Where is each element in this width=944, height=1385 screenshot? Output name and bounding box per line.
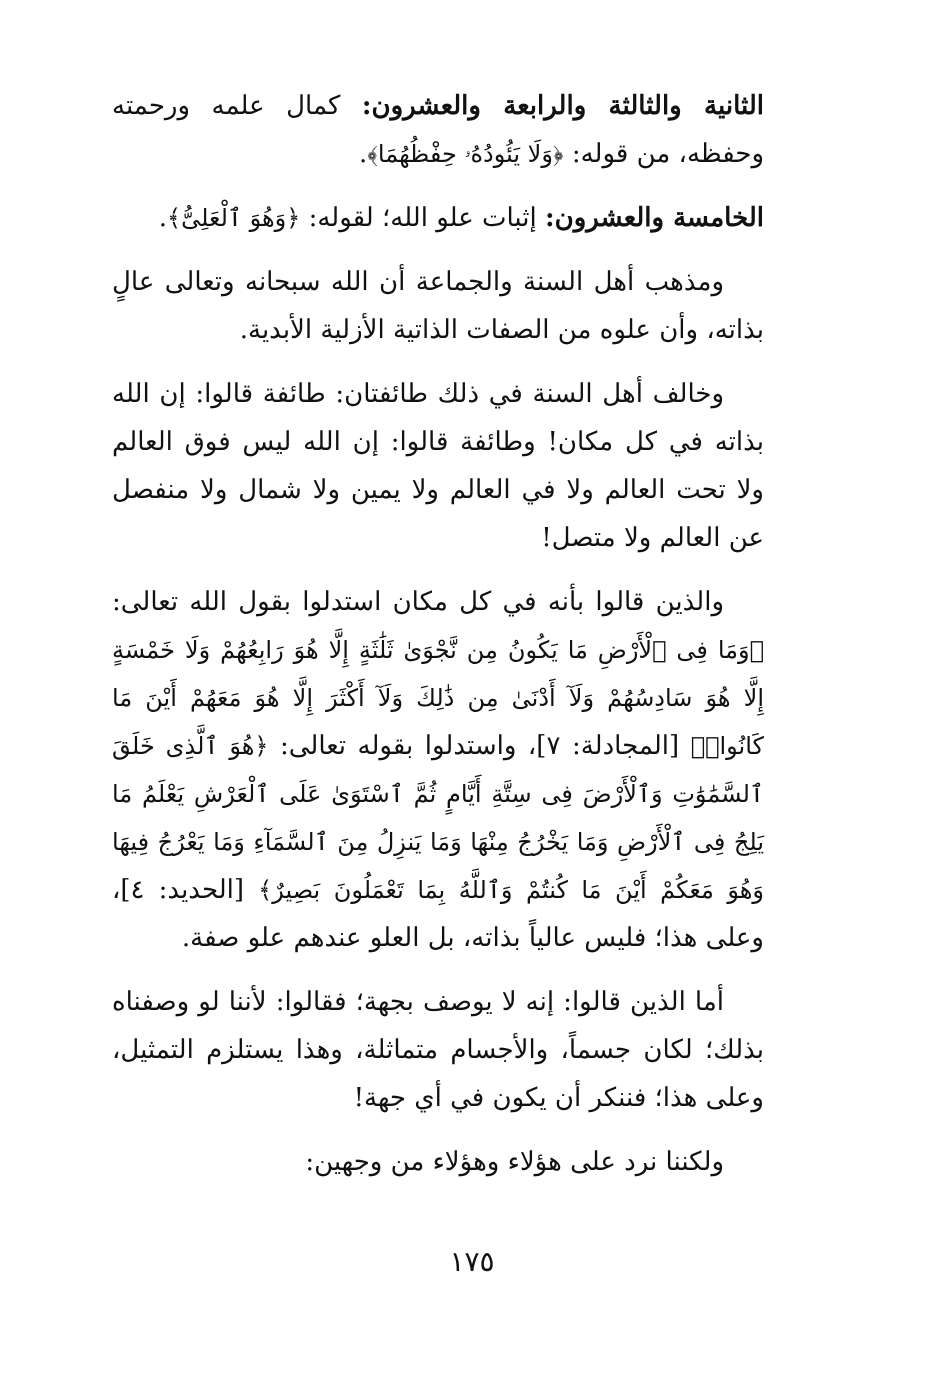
paragraph-evidence (112, 578, 764, 962)
quran-verse-hadid: ﴿هُوَ ٱلَّذِى خَلَقَ ٱلسَّمَٰوَٰتِ وَٱلْأَرْضَ فِى سِتَّةِ أَيَّامٍ ثُمَّ ٱسْتَوَىٰ عَلَى ٱلْعَرْشِ يَعْلَمُ مَا يَلِجُ فِى ٱلْأَرْضِ وَمَا يَخْرُجُ مِنْهَا وَمَا يَنزِلُ مِنَ ٱلسَّمَآءِ وَمَا يَعْرُجُ فِيهَا وَهُوَ مَعَكُمْ أَيْنَ مَا كُنتُمْ وَٱللَّهُ بِمَا تَعْمَلُونَ بَصِيرٌ﴾ (112, 732, 764, 904)
page-body (112, 82, 764, 1202)
paragraph-two-sects (112, 370, 764, 562)
paragraph-text: والذين قالوا بأنه في كل مكان استدلوا بقول الله تعالى: (112, 587, 724, 617)
quran-verse-mujadila: ﴿وَمَا فِى ٱلْأَرْضِ مَا يَكُونُ مِن نَّجْوَىٰ ثَلَٰثَةٍ إِلَّا هُوَ رَابِعُهُمْ وَلَا خَمْسَةٍ إِلَّا هُوَ سَادِسُهُمْ وَلَآ أَدْنَىٰ مِن ذَٰلِكَ وَلَآ أَكْثَرَ إِلَّا هُوَ مَعَهُمْ أَيْنَ مَا كَانُوا۟﴾ (112, 636, 764, 760)
paragraph-sunni-doctrine (112, 258, 764, 354)
paragraph-attribute-25 (112, 194, 764, 242)
paragraph-no-direction (112, 978, 764, 1122)
paragraph-text: إثبات علو الله؛ لقوله: (300, 203, 545, 233)
quran-verse: ﴿وَلَا يَئُودُهُۥ حِفْظُهُمَا﴾ (367, 140, 564, 168)
paragraph-text: وعلى هذا؛ فليس عالياً بذاته، بل العلو عندهم علو صفة. (181, 923, 764, 953)
paragraph-attributes-24 (112, 82, 764, 178)
paragraph-text: واستدلوا بقوله تعالى: (268, 731, 528, 761)
point-heading: الخامسة والعشرون: (545, 203, 764, 233)
paragraph-text: أما الذين قالوا: إنه لا يوصف بجهة؛ فقالوا: لأننا لو وصفناه بذلك؛ لكان جسماً، والأجسام متماثلة، وهذا يستلزم التمثيل، وعلى هذا؛ فننكر أن يكون في أي جهة! (112, 987, 764, 1113)
punctuation: . (359, 139, 368, 169)
point-heading: الثانية والثالثة والرابعة والعشرون: (361, 91, 764, 121)
paragraph-text: ومذهب أهل السنة والجماعة أن الله سبحانه وتعالى عالٍ بذاته، وأن علوه من الصفات الذاتية الأزلية الأبدية. (112, 267, 764, 345)
verse-reference: [الحديد: ٤]، (112, 875, 259, 905)
paragraph-rebuttal-intro (112, 1138, 764, 1186)
paragraph-text: كمال علمه ورحمته وحفظه، من قوله: (112, 91, 764, 169)
verse-reference: [المجادلة: ٧]، (527, 731, 691, 761)
page-number: ١٧٥ (449, 1245, 495, 1278)
punctuation: . (158, 203, 168, 233)
paragraph-text: ولكننا نرد على هؤلاء وهؤلاء من وجهين: (305, 1147, 724, 1177)
quran-verse: ﴿وَهُوَ ٱلْعَلِىُّ﴾ (167, 204, 301, 232)
paragraph-text: وخالف أهل السنة في ذلك طائفتان: طائفة قالوا: إن الله بذاته في كل مكان! وطائفة قالوا: إن الله ليس فوق العالم ولا تحت العالم ولا في العالم ولا يمين ولا شمال ولا منفصل عن العالم ولا متصل! (112, 379, 764, 553)
